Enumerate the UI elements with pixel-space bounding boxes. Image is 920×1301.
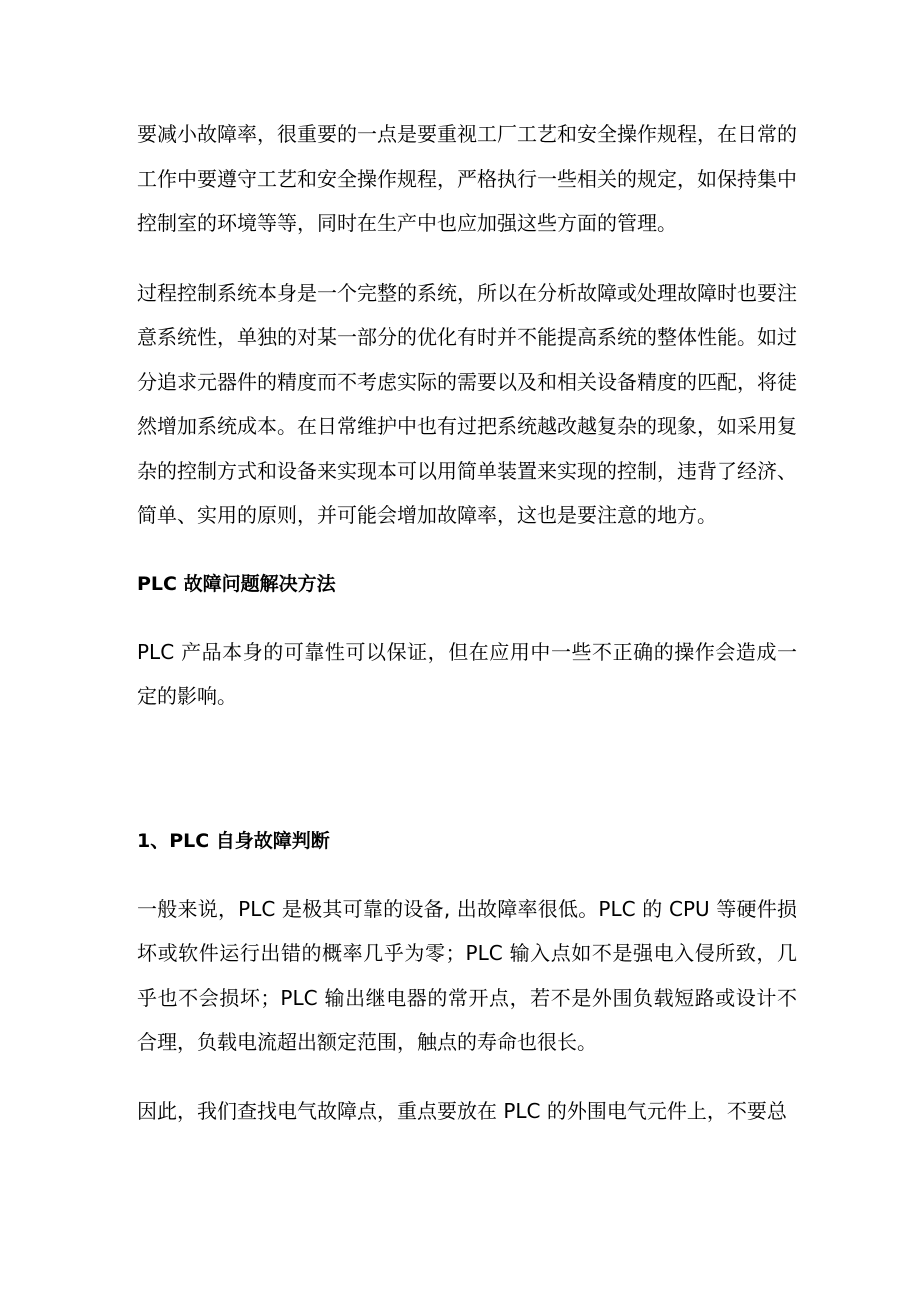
paragraph-plc-fault-rate: 一般来说，PLC 是极其可靠的设备, 出故障率很低。PLC 的 CPU 等硬件损坏或软件运行出错的概率几乎为零；PLC 输入点如不是强电入侵所致，几乎也不会损坏；PLC 输出继电器的常开点，若不是外围负载短路或设计不合理，负载电流超出额定范围，触点的寿命也很长。: [137, 896, 797, 1054]
paragraph-system-design: 过程控制系统本身是一个完整的系统，所以在分析故障或处理故障时也要注意系统性，单独的对某一部分的优化有时并不能提高系统的整体性能。如过分追求元器件的精度而不考虑实际的需要以及和相关设备精度的匹配，将徒然增加系统成本。在日常维护中也有过把系统越改越复杂的现象，如采用复杂的控制方式和设备来实现本可以用简单装置来实现的控制，违背了经济、简单、实用的原则，并可能会增加故障率，这也是要注意的地方。: [137, 280, 797, 527]
paragraph-plc-reliability: PLC 产品本身的可靠性可以保证，但在应用中一些不正确的操作会造成一定的影响。: [137, 639, 797, 708]
paragraph-spacer: [137, 863, 797, 887]
paragraph-spacer: [137, 606, 797, 630]
document-body: [137, 112, 797, 1133]
section-heading-plc-solutions: PLC 故障问题解决方法: [137, 572, 336, 595]
section-spacer: [137, 719, 797, 819]
paragraph-fault-rate: 要减小故障率，很重要的一点是要重视工厂工艺和安全操作规程，在日常的工作中要遵守工艺和安全操作规程，严格执行一些相关的规定，如保持集中控制室的环境等等，同时在生产中也应加强这些方面的管理。: [137, 122, 797, 235]
paragraph-spacer: [137, 538, 797, 562]
paragraph-external-components: 因此，我们查找电气故障点，重点要放在 PLC 的外围电气元件上，不要总: [137, 1098, 787, 1123]
paragraph-spacer: [137, 1065, 797, 1089]
section-heading-plc-self-fault: 1、PLC 自身故障判断: [137, 829, 330, 852]
paragraph-spacer: [137, 246, 797, 271]
